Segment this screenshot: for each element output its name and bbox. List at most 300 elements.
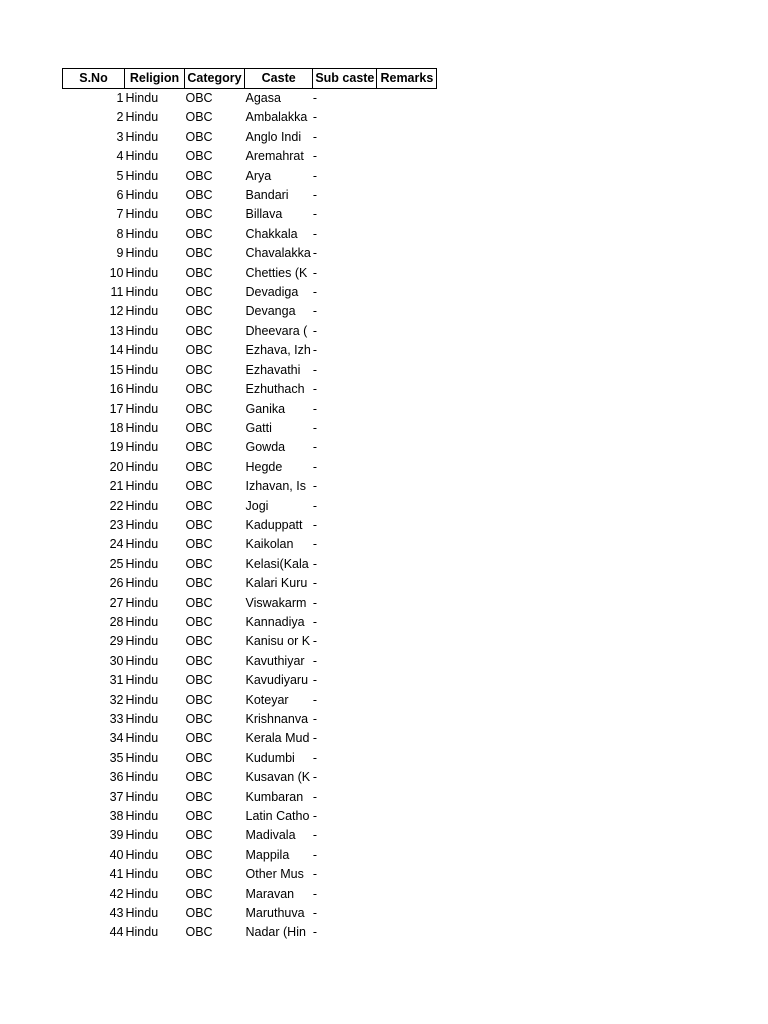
sno-cell: 23 (109, 517, 124, 532)
religion-cell: Hindu (125, 91, 159, 105)
caste-cell: Kannadiya (245, 614, 305, 629)
category-cell: OBC (185, 731, 213, 746)
sub-caste-cell: - (312, 91, 317, 105)
caste-cell: Ganika (245, 401, 286, 416)
religion-cell: Hindu (125, 323, 159, 338)
category-cell: OBC (185, 168, 213, 183)
sub-caste-cell: - (312, 440, 317, 455)
religion-cell: Hindu (125, 576, 159, 591)
remarks-cell (377, 788, 437, 807)
table-row (63, 594, 437, 613)
caste-cell: Krishnanva (245, 712, 309, 726)
sno-cell: 25 (109, 556, 124, 571)
sub-caste-cell: - (312, 420, 317, 435)
caste-cell: Kelasi(Kala (245, 556, 309, 571)
category-cell: OBC (185, 265, 213, 280)
remarks-cell (377, 283, 437, 302)
caste-cell: Kalari Kuru (245, 576, 308, 591)
religion-cell: Hindu (125, 382, 159, 397)
table-row (63, 283, 437, 302)
sub-caste-cell: - (312, 207, 317, 222)
sno-cell: 16 (109, 382, 124, 397)
remarks-cell (377, 264, 437, 283)
remarks-cell (377, 807, 437, 826)
caste-cell: Ezhavathi (245, 362, 301, 377)
table-row (63, 555, 437, 574)
table-row (63, 904, 437, 923)
sub-caste-cell: - (312, 731, 317, 746)
table-row (63, 244, 437, 263)
religion-cell: Hindu (125, 343, 159, 358)
religion-cell: Hindu (125, 517, 159, 532)
remarks-cell (377, 652, 437, 671)
sno-cell: 12 (109, 304, 124, 319)
sno-cell: 13 (109, 323, 124, 338)
category-cell: OBC (185, 246, 213, 261)
caste-cell: Latin Catho (245, 809, 310, 824)
header-religion: Religion (125, 69, 185, 89)
sno-cell: 18 (109, 420, 124, 435)
sub-caste-cell: - (312, 129, 317, 144)
caste-cell: Madivala (245, 828, 296, 843)
sno-cell: 10 (109, 265, 124, 280)
sno-cell: 21 (109, 479, 124, 494)
sub-caste-cell: - (312, 498, 317, 513)
remarks-cell (377, 594, 437, 613)
religion-cell: Hindu (125, 304, 159, 319)
sub-caste-cell: - (312, 556, 317, 571)
religion-cell: Hindu (125, 168, 159, 183)
sno-cell: 26 (109, 576, 124, 591)
category-cell: OBC (185, 595, 213, 610)
sub-caste-cell: - (312, 323, 317, 338)
remarks-cell (377, 923, 437, 942)
category-cell: OBC (185, 847, 213, 862)
table-row (63, 497, 437, 516)
religion-cell: Hindu (125, 828, 159, 843)
caste-cell: Devanga (245, 304, 296, 319)
sno-cell: 8 (116, 226, 124, 241)
sno-cell: 35 (109, 750, 124, 765)
category-cell: OBC (185, 556, 213, 571)
sno-cell: 42 (109, 886, 124, 901)
remarks-cell (377, 574, 437, 593)
religion-cell: Hindu (125, 265, 159, 280)
category-cell: OBC (185, 906, 213, 921)
sno-cell: 33 (109, 712, 124, 726)
sub-caste-cell: - (312, 168, 317, 183)
sno-cell: 27 (109, 595, 124, 610)
table-row (63, 710, 437, 729)
remarks-cell (377, 244, 437, 263)
religion-cell: Hindu (125, 809, 159, 824)
table-row (63, 438, 437, 457)
category-cell: OBC (185, 188, 213, 203)
caste-cell: Gowda (245, 440, 286, 455)
header-remarks: Remarks (377, 69, 437, 89)
religion-cell: Hindu (125, 847, 159, 862)
religion-cell: Hindu (125, 440, 159, 455)
remarks-cell (377, 108, 437, 127)
religion-cell: Hindu (125, 673, 159, 688)
table-row (63, 516, 437, 535)
caste-cell: Bandari (245, 188, 289, 203)
table-row (63, 108, 437, 127)
remarks-cell (377, 632, 437, 651)
caste-cell: Kaduppatt (245, 517, 303, 532)
header-row (63, 69, 437, 89)
religion-cell: Hindu (125, 207, 159, 222)
remarks-cell (377, 438, 437, 457)
table-row (63, 768, 437, 787)
table-row (63, 458, 437, 477)
category-cell: OBC (185, 634, 213, 649)
sno-cell: 9 (116, 246, 124, 261)
sno-cell: 7 (116, 207, 124, 222)
sub-caste-cell: - (312, 789, 317, 804)
table-row (63, 729, 437, 748)
caste-cell: Kumbaran (245, 789, 304, 804)
table-row (63, 302, 437, 321)
sub-caste-cell: - (312, 401, 317, 416)
caste-cell: Chakkala (245, 226, 298, 241)
sno-cell: 24 (109, 537, 124, 552)
religion-cell: Hindu (125, 362, 159, 377)
caste-cell: Viswakarm (245, 595, 307, 610)
sno-cell: 40 (109, 847, 124, 862)
sno-cell: 5 (116, 168, 124, 183)
category-cell: OBC (185, 479, 213, 494)
table-row (63, 89, 437, 109)
category-cell: OBC (185, 576, 213, 591)
sub-caste-cell: - (312, 265, 317, 280)
caste-cell: Nadar (Hin (245, 925, 306, 940)
table-row (63, 632, 437, 651)
remarks-cell (377, 419, 437, 438)
caste-cell: Billava (245, 207, 283, 222)
remarks-cell (377, 885, 437, 904)
table-row (63, 167, 437, 186)
sub-caste-cell: - (312, 906, 317, 921)
religion-cell: Hindu (125, 129, 159, 144)
caste-cell: Maruthuva (245, 906, 305, 921)
category-cell: OBC (185, 110, 213, 125)
category-cell: OBC (185, 809, 213, 824)
sub-caste-cell: - (312, 847, 317, 862)
caste-cell: Aremahrat (245, 149, 304, 164)
caste-cell: Other Mus (245, 867, 304, 882)
caste-cell: Kaikolan (245, 537, 294, 552)
religion-cell: Hindu (125, 459, 159, 474)
remarks-cell (377, 302, 437, 321)
category-cell: OBC (185, 382, 213, 397)
religion-cell: Hindu (125, 925, 159, 940)
sno-cell: 32 (109, 692, 124, 707)
caste-cell: Koteyar (245, 692, 289, 707)
remarks-cell (377, 341, 437, 360)
table-row (63, 128, 437, 147)
sub-caste-cell: - (312, 459, 317, 474)
category-cell: OBC (185, 420, 213, 435)
header-category: Category (185, 69, 245, 89)
category-cell: OBC (185, 712, 213, 726)
sub-caste-cell: - (312, 246, 317, 261)
remarks-cell (377, 865, 437, 884)
sno-cell: 14 (109, 343, 124, 358)
remarks-cell (377, 225, 437, 244)
category-cell: OBC (185, 692, 213, 707)
remarks-cell (377, 380, 437, 399)
category-cell: OBC (185, 750, 213, 765)
table-row (63, 225, 437, 244)
sub-caste-cell: - (312, 343, 317, 358)
religion-cell: Hindu (125, 401, 159, 416)
religion-cell: Hindu (125, 692, 159, 707)
religion-cell: Hindu (125, 110, 159, 125)
religion-cell: Hindu (125, 712, 159, 726)
category-cell: OBC (185, 323, 213, 338)
sno-cell: 3 (116, 129, 124, 144)
religion-cell: Hindu (125, 867, 159, 882)
sub-caste-cell: - (312, 712, 317, 726)
remarks-cell (377, 768, 437, 787)
category-cell: OBC (185, 614, 213, 629)
category-cell: OBC (185, 285, 213, 300)
sub-caste-cell: - (312, 828, 317, 843)
religion-cell: Hindu (125, 420, 159, 435)
religion-cell: Hindu (125, 226, 159, 241)
remarks-cell (377, 826, 437, 845)
religion-cell: Hindu (125, 634, 159, 649)
remarks-cell (377, 458, 437, 477)
caste-cell: Hegde (245, 459, 283, 474)
sno-cell: 4 (116, 149, 124, 164)
category-cell: OBC (185, 867, 213, 882)
religion-cell: Hindu (125, 906, 159, 921)
religion-cell: Hindu (125, 750, 159, 765)
table-row (63, 923, 437, 942)
category-cell: OBC (185, 362, 213, 377)
religion-cell: Hindu (125, 498, 159, 513)
religion-cell: Hindu (125, 246, 159, 261)
category-cell: OBC (185, 440, 213, 455)
table-row (63, 613, 437, 632)
remarks-cell (377, 205, 437, 224)
sno-cell: 11 (110, 285, 124, 300)
sno-cell: 29 (109, 634, 124, 649)
table-row (63, 865, 437, 884)
header-sno: S.No (63, 69, 125, 89)
sno-cell: 15 (109, 362, 124, 377)
sno-cell: 28 (109, 614, 124, 629)
sub-caste-cell: - (312, 673, 317, 688)
religion-cell: Hindu (125, 556, 159, 571)
table-row (63, 419, 437, 438)
category-cell: OBC (185, 459, 213, 474)
category-cell: OBC (185, 498, 213, 513)
category-cell: OBC (185, 828, 213, 843)
sno-cell: 17 (109, 401, 124, 416)
category-cell: OBC (185, 207, 213, 222)
remarks-cell (377, 361, 437, 380)
religion-cell: Hindu (125, 614, 159, 629)
caste-table (62, 68, 437, 943)
table-row (63, 361, 437, 380)
caste-cell: Kavudiyaru (245, 673, 309, 688)
remarks-cell (377, 167, 437, 186)
sno-cell: 36 (109, 770, 124, 785)
sub-caste-cell: - (312, 634, 317, 649)
sub-caste-cell: - (312, 653, 317, 668)
spreadsheet (62, 68, 437, 943)
religion-cell: Hindu (125, 770, 159, 785)
religion-cell: Hindu (125, 731, 159, 746)
sub-caste-cell: - (312, 285, 317, 300)
caste-cell: Ambalakka (245, 110, 308, 125)
caste-cell: Gatti (245, 420, 272, 435)
table-row (63, 264, 437, 283)
table-row (63, 846, 437, 865)
religion-cell: Hindu (125, 285, 159, 300)
sub-caste-cell: - (312, 750, 317, 765)
remarks-cell (377, 613, 437, 632)
religion-cell: Hindu (125, 188, 159, 203)
sub-caste-cell: - (312, 770, 317, 785)
remarks-cell (377, 555, 437, 574)
caste-cell: Dheevara ( (245, 323, 308, 338)
category-cell: OBC (185, 537, 213, 552)
sno-cell: 39 (109, 828, 124, 843)
remarks-cell (377, 710, 437, 729)
sub-caste-cell: - (312, 614, 317, 629)
sub-caste-cell: - (312, 149, 317, 164)
remarks-cell (377, 729, 437, 748)
religion-cell: Hindu (125, 595, 159, 610)
remarks-cell (377, 535, 437, 554)
sno-cell: 44 (109, 925, 124, 940)
remarks-cell (377, 691, 437, 710)
table-row (63, 652, 437, 671)
table-body (63, 89, 437, 943)
category-cell: OBC (185, 925, 213, 940)
sno-cell: 38 (109, 809, 124, 824)
table-row (63, 574, 437, 593)
table-row (63, 400, 437, 419)
table-row (63, 341, 437, 360)
sub-caste-cell: - (312, 226, 317, 241)
sno-cell: 31 (109, 673, 124, 688)
sub-caste-cell: - (312, 537, 317, 552)
sno-cell: 1 (116, 91, 124, 105)
category-cell: OBC (185, 770, 213, 785)
remarks-cell (377, 400, 437, 419)
sno-cell: 22 (109, 498, 124, 513)
category-cell: OBC (185, 343, 213, 358)
remarks-cell (377, 671, 437, 690)
category-cell: OBC (185, 653, 213, 668)
table-row (63, 691, 437, 710)
remarks-cell (377, 186, 437, 205)
sub-caste-cell: - (312, 362, 317, 377)
religion-cell: Hindu (125, 479, 159, 494)
table-row (63, 322, 437, 341)
caste-cell: Jogi (245, 498, 269, 513)
sub-caste-cell: - (312, 576, 317, 591)
caste-cell: Maravan (245, 886, 295, 901)
category-cell: OBC (185, 149, 213, 164)
sno-cell: 37 (109, 789, 124, 804)
remarks-cell (377, 128, 437, 147)
caste-cell: Ezhava, Izh (245, 343, 311, 358)
table-row (63, 671, 437, 690)
sub-caste-cell: - (312, 692, 317, 707)
table-row (63, 147, 437, 166)
category-cell: OBC (185, 886, 213, 901)
sno-cell: 6 (116, 188, 124, 203)
category-cell: OBC (185, 517, 213, 532)
religion-cell: Hindu (125, 789, 159, 804)
table-row (63, 788, 437, 807)
sub-caste-cell: - (312, 382, 317, 397)
religion-cell: Hindu (125, 149, 159, 164)
sno-cell: 19 (109, 440, 124, 455)
caste-cell: Chetties (K (245, 265, 308, 280)
table-row (63, 477, 437, 496)
table-row (63, 807, 437, 826)
sub-caste-cell: - (312, 188, 317, 203)
caste-cell: Arya (245, 168, 272, 183)
remarks-cell (377, 497, 437, 516)
caste-cell: Kavuthiyar (245, 653, 305, 668)
caste-cell: Izhavan, Is (245, 479, 306, 494)
sno-cell: 34 (109, 731, 124, 746)
religion-cell: Hindu (125, 537, 159, 552)
sno-cell: 30 (109, 653, 124, 668)
table-row (63, 826, 437, 845)
table-row (63, 205, 437, 224)
remarks-cell (377, 516, 437, 535)
religion-cell: Hindu (125, 653, 159, 668)
remarks-cell (377, 904, 437, 923)
category-cell: OBC (185, 673, 213, 688)
sub-caste-cell: - (312, 595, 317, 610)
caste-cell: Agasa (245, 91, 281, 105)
sub-caste-cell: - (312, 925, 317, 940)
remarks-cell (377, 477, 437, 496)
sub-caste-cell: - (312, 479, 317, 494)
caste-cell: Ezhuthach (245, 382, 305, 397)
remarks-cell (377, 147, 437, 166)
table-row (63, 749, 437, 768)
remarks-cell (377, 89, 437, 109)
caste-cell: Mappila (245, 847, 290, 862)
sub-caste-cell: - (312, 517, 317, 532)
sub-caste-cell: - (312, 110, 317, 125)
table-row (63, 885, 437, 904)
category-cell: OBC (185, 129, 213, 144)
caste-cell: Kerala Mud (245, 731, 310, 746)
table-row (63, 380, 437, 399)
religion-cell: Hindu (125, 886, 159, 901)
caste-cell: Kanisu or K (245, 634, 311, 649)
caste-cell: Kudumbi (245, 750, 295, 765)
remarks-cell (377, 322, 437, 341)
sub-caste-cell: - (312, 886, 317, 901)
category-cell: OBC (185, 401, 213, 416)
sno-cell: 41 (109, 867, 124, 882)
sno-cell: 20 (109, 459, 124, 474)
sub-caste-cell: - (312, 809, 317, 824)
